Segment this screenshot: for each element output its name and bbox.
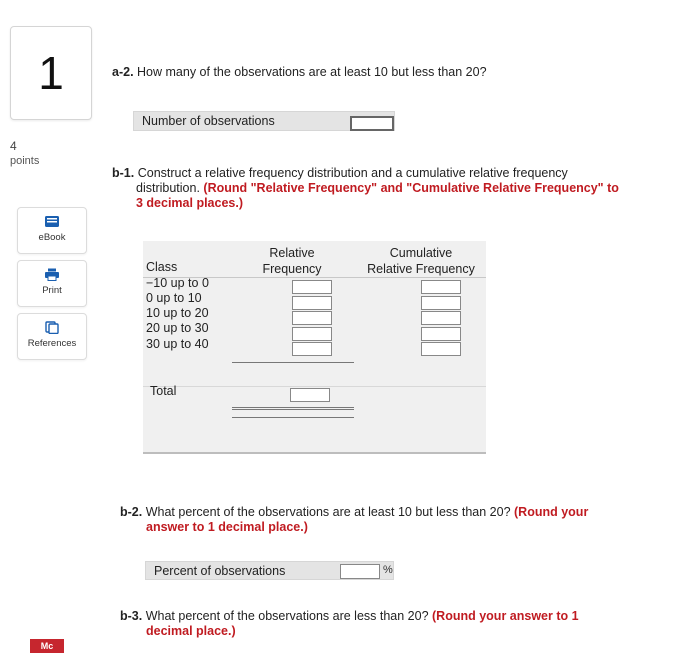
question-b1-instruction: (Round "Relative Frequency" and "Cumulative Relative Frequency" to bbox=[203, 181, 619, 195]
references-button[interactable] bbox=[17, 313, 87, 360]
question-sidebar bbox=[0, 0, 96, 650]
question-b1-number: b-1. bbox=[112, 166, 135, 180]
percent-of-observations-label-text: Percent of observations bbox=[154, 563, 286, 578]
total-relative-frequency-input[interactable] bbox=[290, 388, 330, 402]
number-of-observations-label-text: Number of observations bbox=[142, 114, 275, 128]
printer-icon bbox=[44, 268, 60, 281]
total-label: Total bbox=[150, 384, 177, 398]
cumulative-relative-frequency-input[interactable] bbox=[421, 280, 461, 294]
relative-frequency-header-line2: Frequency bbox=[262, 262, 322, 276]
relative-frequency-header-line1: Relative bbox=[269, 246, 315, 260]
percent-unit: % bbox=[383, 564, 393, 576]
total-double-rule bbox=[232, 407, 354, 410]
number-of-observations-input[interactable] bbox=[350, 116, 394, 131]
sum-rule bbox=[232, 362, 354, 363]
relative-frequency-input[interactable] bbox=[292, 296, 332, 310]
class-cell: −10 up to 0 bbox=[146, 276, 209, 290]
question-b1 bbox=[112, 166, 672, 211]
question-a2 bbox=[112, 65, 672, 80]
references-label: References bbox=[27, 338, 77, 349]
cumulative-relative-frequency-input[interactable] bbox=[421, 296, 461, 310]
question-b2-number: b-2. bbox=[120, 505, 143, 519]
references-icon bbox=[44, 321, 60, 334]
question-number-badge bbox=[10, 26, 92, 120]
print-button[interactable] bbox=[17, 260, 87, 307]
cumulative-relative-frequency-input[interactable] bbox=[421, 311, 461, 325]
points-value: 4 bbox=[10, 139, 17, 153]
relative-frequency-input[interactable] bbox=[292, 311, 332, 325]
class-cell: 30 up to 40 bbox=[146, 337, 209, 351]
cumulative-relative-frequency-header bbox=[356, 245, 486, 277]
question-b3-text: What percent of the observations are less than 20? bbox=[145, 609, 429, 623]
question-b2-instruction-cont: answer to 1 decimal place.) bbox=[146, 520, 308, 534]
brand-logo: Mc bbox=[30, 639, 64, 653]
question-a2-number: a-2. bbox=[112, 65, 134, 79]
question-b1-instruction-cont: 3 decimal places.) bbox=[136, 196, 244, 210]
class-cell: 10 up to 20 bbox=[146, 306, 209, 320]
relative-frequency-header bbox=[250, 245, 334, 277]
question-b3-instruction-cont: decimal place.) bbox=[146, 624, 236, 638]
question-b2 bbox=[120, 505, 660, 535]
relative-frequency-input[interactable] bbox=[292, 342, 332, 356]
question-b1-text: Construct a relative frequency distribution and a cumulative relative frequency bbox=[137, 166, 568, 180]
question-b3-line2 bbox=[120, 624, 660, 639]
ebook-label: eBook bbox=[38, 232, 66, 243]
cumulative-relative-frequency-input[interactable] bbox=[421, 327, 461, 341]
total-underline bbox=[232, 417, 354, 418]
points-label: points bbox=[10, 155, 40, 167]
question-b3 bbox=[120, 609, 660, 639]
row-divider bbox=[143, 386, 486, 387]
cumulative-header-line2: Relative Frequency bbox=[367, 262, 475, 276]
class-cell: 20 up to 30 bbox=[146, 321, 209, 335]
percent-of-observations-input[interactable] bbox=[340, 564, 380, 579]
ebook-button[interactable] bbox=[17, 207, 87, 254]
question-b3-number: b-3. bbox=[120, 609, 143, 623]
question-b3-line1 bbox=[120, 609, 660, 624]
question-b2-text: What percent of the observations are at least 10 but less than 20? bbox=[145, 505, 511, 519]
question-b1-text-cont: distribution. bbox=[136, 181, 200, 195]
class-cell: 0 up to 10 bbox=[146, 291, 202, 305]
question-b2-line1 bbox=[120, 505, 660, 520]
relative-frequency-input[interactable] bbox=[292, 327, 332, 341]
question-b1-line2 bbox=[112, 181, 672, 196]
question-b3-instruction: (Round your answer to 1 bbox=[432, 609, 579, 623]
question-b1-line1 bbox=[112, 166, 672, 181]
book-icon bbox=[44, 215, 60, 228]
question-a2-text: How many of the observations are at least 10 but less than 20? bbox=[137, 65, 487, 79]
class-header: Class bbox=[146, 260, 178, 274]
question-b1-line3 bbox=[112, 196, 672, 211]
cumulative-header-line1: Cumulative bbox=[389, 246, 453, 260]
cumulative-relative-frequency-input[interactable] bbox=[421, 342, 461, 356]
print-label: Print bbox=[42, 285, 62, 296]
question-b2-line2 bbox=[120, 520, 660, 535]
question-number: 1 bbox=[38, 47, 64, 99]
relative-frequency-input[interactable] bbox=[292, 280, 332, 294]
question-b2-instruction: (Round your bbox=[514, 505, 589, 519]
table-bottom-border bbox=[143, 452, 486, 454]
